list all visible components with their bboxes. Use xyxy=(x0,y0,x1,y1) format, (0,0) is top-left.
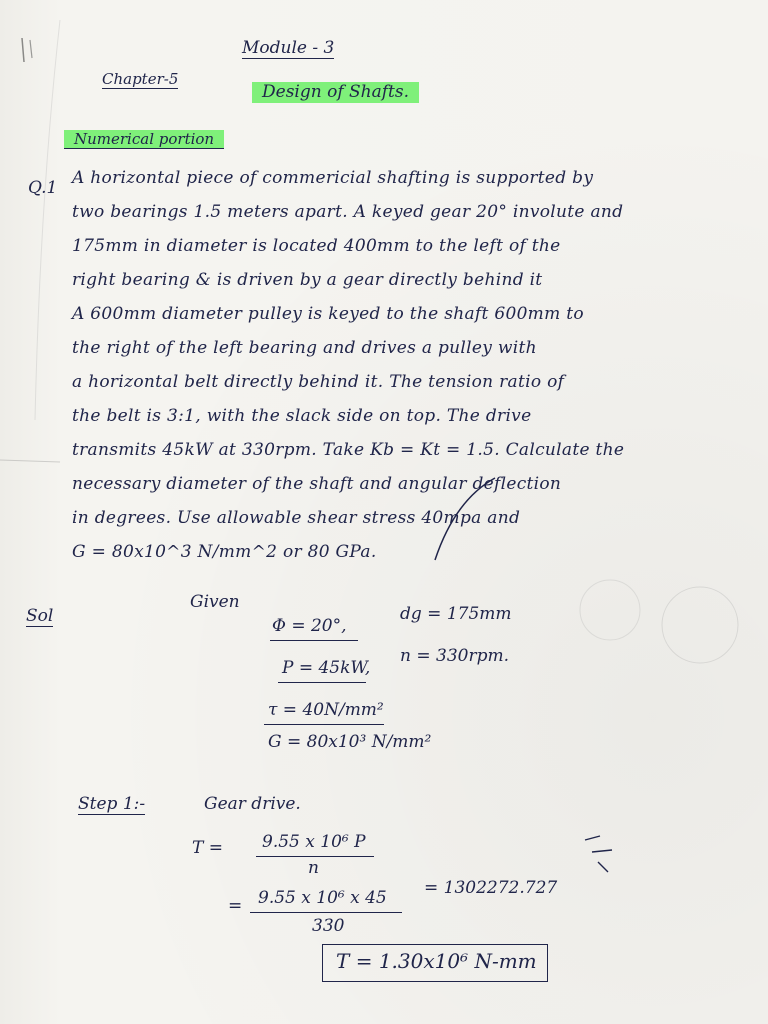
step-label: Step 1:- xyxy=(78,794,146,814)
given-speed: n = 330rpm. xyxy=(400,646,509,666)
question-line: 175mm in diameter is located 400mm to the left of the xyxy=(72,236,561,256)
module-heading: Module - 3 xyxy=(242,38,335,58)
question-label: Q.1 xyxy=(28,178,58,198)
given-phi: Φ = 20°, xyxy=(272,616,347,636)
underline xyxy=(264,724,384,725)
given-power: P = 45kW, xyxy=(282,658,371,678)
substitution-result: = 1302272.727 xyxy=(424,878,558,898)
torque-numerator: 9.55 x 10⁶ P xyxy=(262,832,366,852)
underline xyxy=(278,682,366,683)
question-line: right bearing & is driven by a gear directly behind it xyxy=(72,270,543,290)
given-modulus: G = 80x10³ N/mm² xyxy=(268,732,432,752)
question-line: in degrees. Use allowable shear stress 40mpa and xyxy=(72,508,521,528)
step-text: Gear drive. xyxy=(204,794,301,814)
question-line: A 600mm diameter pulley is keyed to the shaft 600mm to xyxy=(72,304,584,324)
section-label: Numerical portion xyxy=(64,130,224,149)
underline xyxy=(270,640,358,641)
given-tau: τ = 40N/mm² xyxy=(268,700,384,720)
solution-label: Sol xyxy=(26,606,54,626)
substitution-denominator: 330 xyxy=(312,916,345,936)
question-line: two bearings 1.5 meters apart. A keyed gear 20° involute and xyxy=(72,202,624,222)
torque-lhs: T = xyxy=(192,838,223,858)
question-line: the right of the left bearing and drives a pulley with xyxy=(72,338,537,358)
question-line: transmits 45kW at 330rpm. Take Kb = Kt = 1.5. Calculate the xyxy=(72,440,625,460)
page-title: Design of Shafts. xyxy=(252,82,419,103)
given-dg: dg = 175mm xyxy=(400,604,512,624)
final-result: T = 1.30x10⁶ N-mm xyxy=(336,949,537,973)
substitution-equals: = xyxy=(228,896,243,916)
torque-denominator: n xyxy=(308,858,319,878)
fraction-bar xyxy=(256,856,374,857)
question-line: necessary diameter of the shaft and angular deflection xyxy=(72,474,562,494)
question-line: the belt is 3:1, with the slack side on top. The drive xyxy=(72,406,532,426)
substitution-numerator: 9.55 x 10⁶ x 45 xyxy=(258,888,387,908)
question-line: G = 80x10^3 N/mm^2 or 80 GPa. xyxy=(72,542,377,562)
chapter-label: Chapter-5 xyxy=(102,70,179,88)
question-line: A horizontal piece of commericial shafting is supported by xyxy=(72,168,594,188)
fraction-bar xyxy=(250,912,402,913)
given-label: Given xyxy=(190,592,240,612)
question-line: a horizontal belt directly behind it. The tension ratio of xyxy=(72,372,565,392)
